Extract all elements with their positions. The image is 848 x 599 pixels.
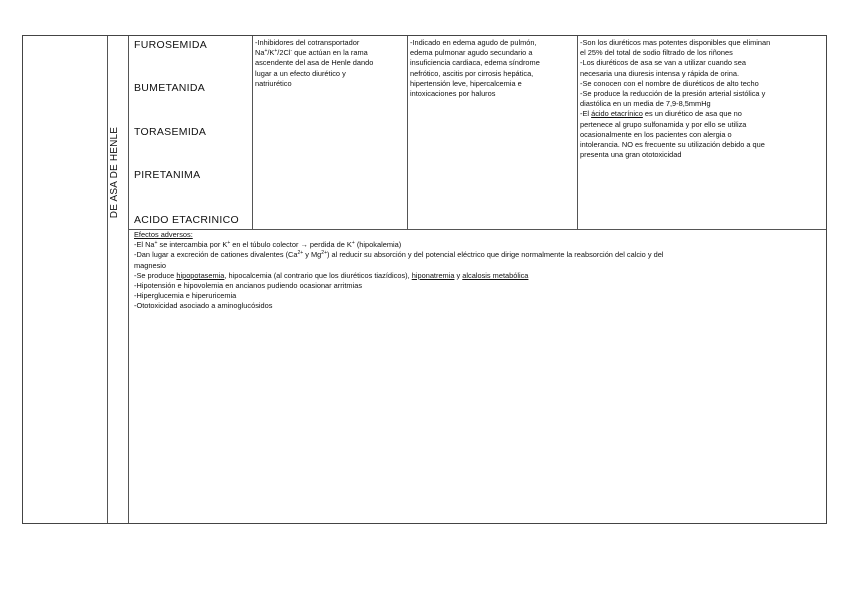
text-line: ascendente del asa de Henle dando — [255, 58, 374, 68]
text-line: -Hipotensión e hipovolemia en ancianos pudiendo ocasionar arritmias — [134, 281, 363, 291]
text-line: necesaria una diuresis intensa y rápida de orina. — [580, 68, 739, 78]
text-line: -Hiperglucemia e hiperuricemia — [134, 291, 237, 301]
text-line: -Se produce la reducción de la presión arterial sistólica y — [580, 89, 766, 99]
section-label-cell — [102, 112, 128, 232]
text-line: nefrótico, ascitis por cirrosis hepática, — [410, 68, 534, 78]
adverse-effects-cell — [134, 230, 824, 312]
notes-cell — [580, 38, 826, 160]
text-line: lugar a un efecto diurético y — [255, 68, 346, 78]
text-line: el 25% del total de sodio filtrado de los riñones — [580, 48, 733, 58]
text-line: edema pulmonar agudo secundario a — [410, 48, 533, 58]
drug-name-bumetanida: BUMETANIDA — [134, 82, 206, 94]
column-divider — [128, 36, 129, 523]
mechanism-cell — [255, 38, 405, 89]
column-divider — [577, 36, 578, 229]
text-line: intoxicaciones por haluros — [410, 89, 496, 99]
acido-etacrinico-underlined: ácido etacrínico — [591, 109, 643, 119]
drug-name-torasemida: TORASEMIDA — [134, 126, 207, 138]
text-line: -Ototoxicidad asociado a aminoglucósidos — [134, 301, 273, 311]
text-line: pertenece al grupo sulfonamida y por ello se utiliza — [580, 119, 747, 129]
text-line: -El Na+ se intercambia por K+ en el túbulo colector → perdida de K+ (hipokalemia) — [134, 240, 402, 250]
text-line: insuficiencia cardiaca, edema síndrome — [410, 58, 540, 68]
text-line: -Indicado en edema agudo de pulmón, — [410, 38, 537, 47]
section-label: DE ASA DE HENLE — [109, 126, 121, 218]
column-divider — [252, 36, 253, 229]
drug-name-acido-etacrinico: ACIDO ETACRINICO — [134, 214, 239, 226]
text-line: intolerancia. NO es frecuente su utilización debido a que — [580, 140, 765, 150]
text-line: diastólica en un media de 7,9-8,5mmHg — [580, 99, 711, 109]
column-divider — [107, 36, 108, 523]
text-line: -El ácido etacrínico es un diurético de asa que no — [580, 109, 742, 119]
text-line: magnesio — [134, 260, 167, 270]
text-line: -Dan lugar a excreción de cationes divalentes ($Ca^{2+}$ y $Mg^{2+}$) al reducir su absorción y del potencial eléctrico que dirige normalmente la reabsorción del calcio y del — [134, 250, 664, 260]
text-line: Na+/K+/2Cl- que actúan en la rama — [255, 48, 368, 58]
text-line: -Son los diuréticos mas potentes disponibles que eliminan — [580, 38, 771, 47]
text-line: -Inhibidores del cotransportador — [255, 38, 360, 47]
text-line: presenta una gran ototoxicidad — [580, 150, 682, 160]
text-line: -Se conocen con el nombre de diuréticos de alto techo — [580, 78, 759, 88]
adverse-effects-title: Efectos adversos: — [134, 230, 193, 239]
column-divider — [407, 36, 408, 229]
indications-cell — [410, 38, 575, 99]
text-line: hipertensión leve, hipercalcemia e — [410, 78, 522, 88]
text-line: natriurético — [255, 78, 292, 88]
text-line: ocasionalmente en los pacientes con alergia o — [580, 129, 732, 139]
drug-name-furosemida: FUROSEMIDA — [134, 39, 208, 51]
drug-name-piretanima: PIRETANIMA — [134, 169, 201, 181]
text-line: -Los diuréticos de asa se van a utilizar cuando sea — [580, 58, 746, 68]
text-line: -Se produce hipopotasemia, hipocalcemia (al contrario que los diuréticos tiazídicos), hiponatremia y alcalosis metabólica — [134, 270, 529, 280]
